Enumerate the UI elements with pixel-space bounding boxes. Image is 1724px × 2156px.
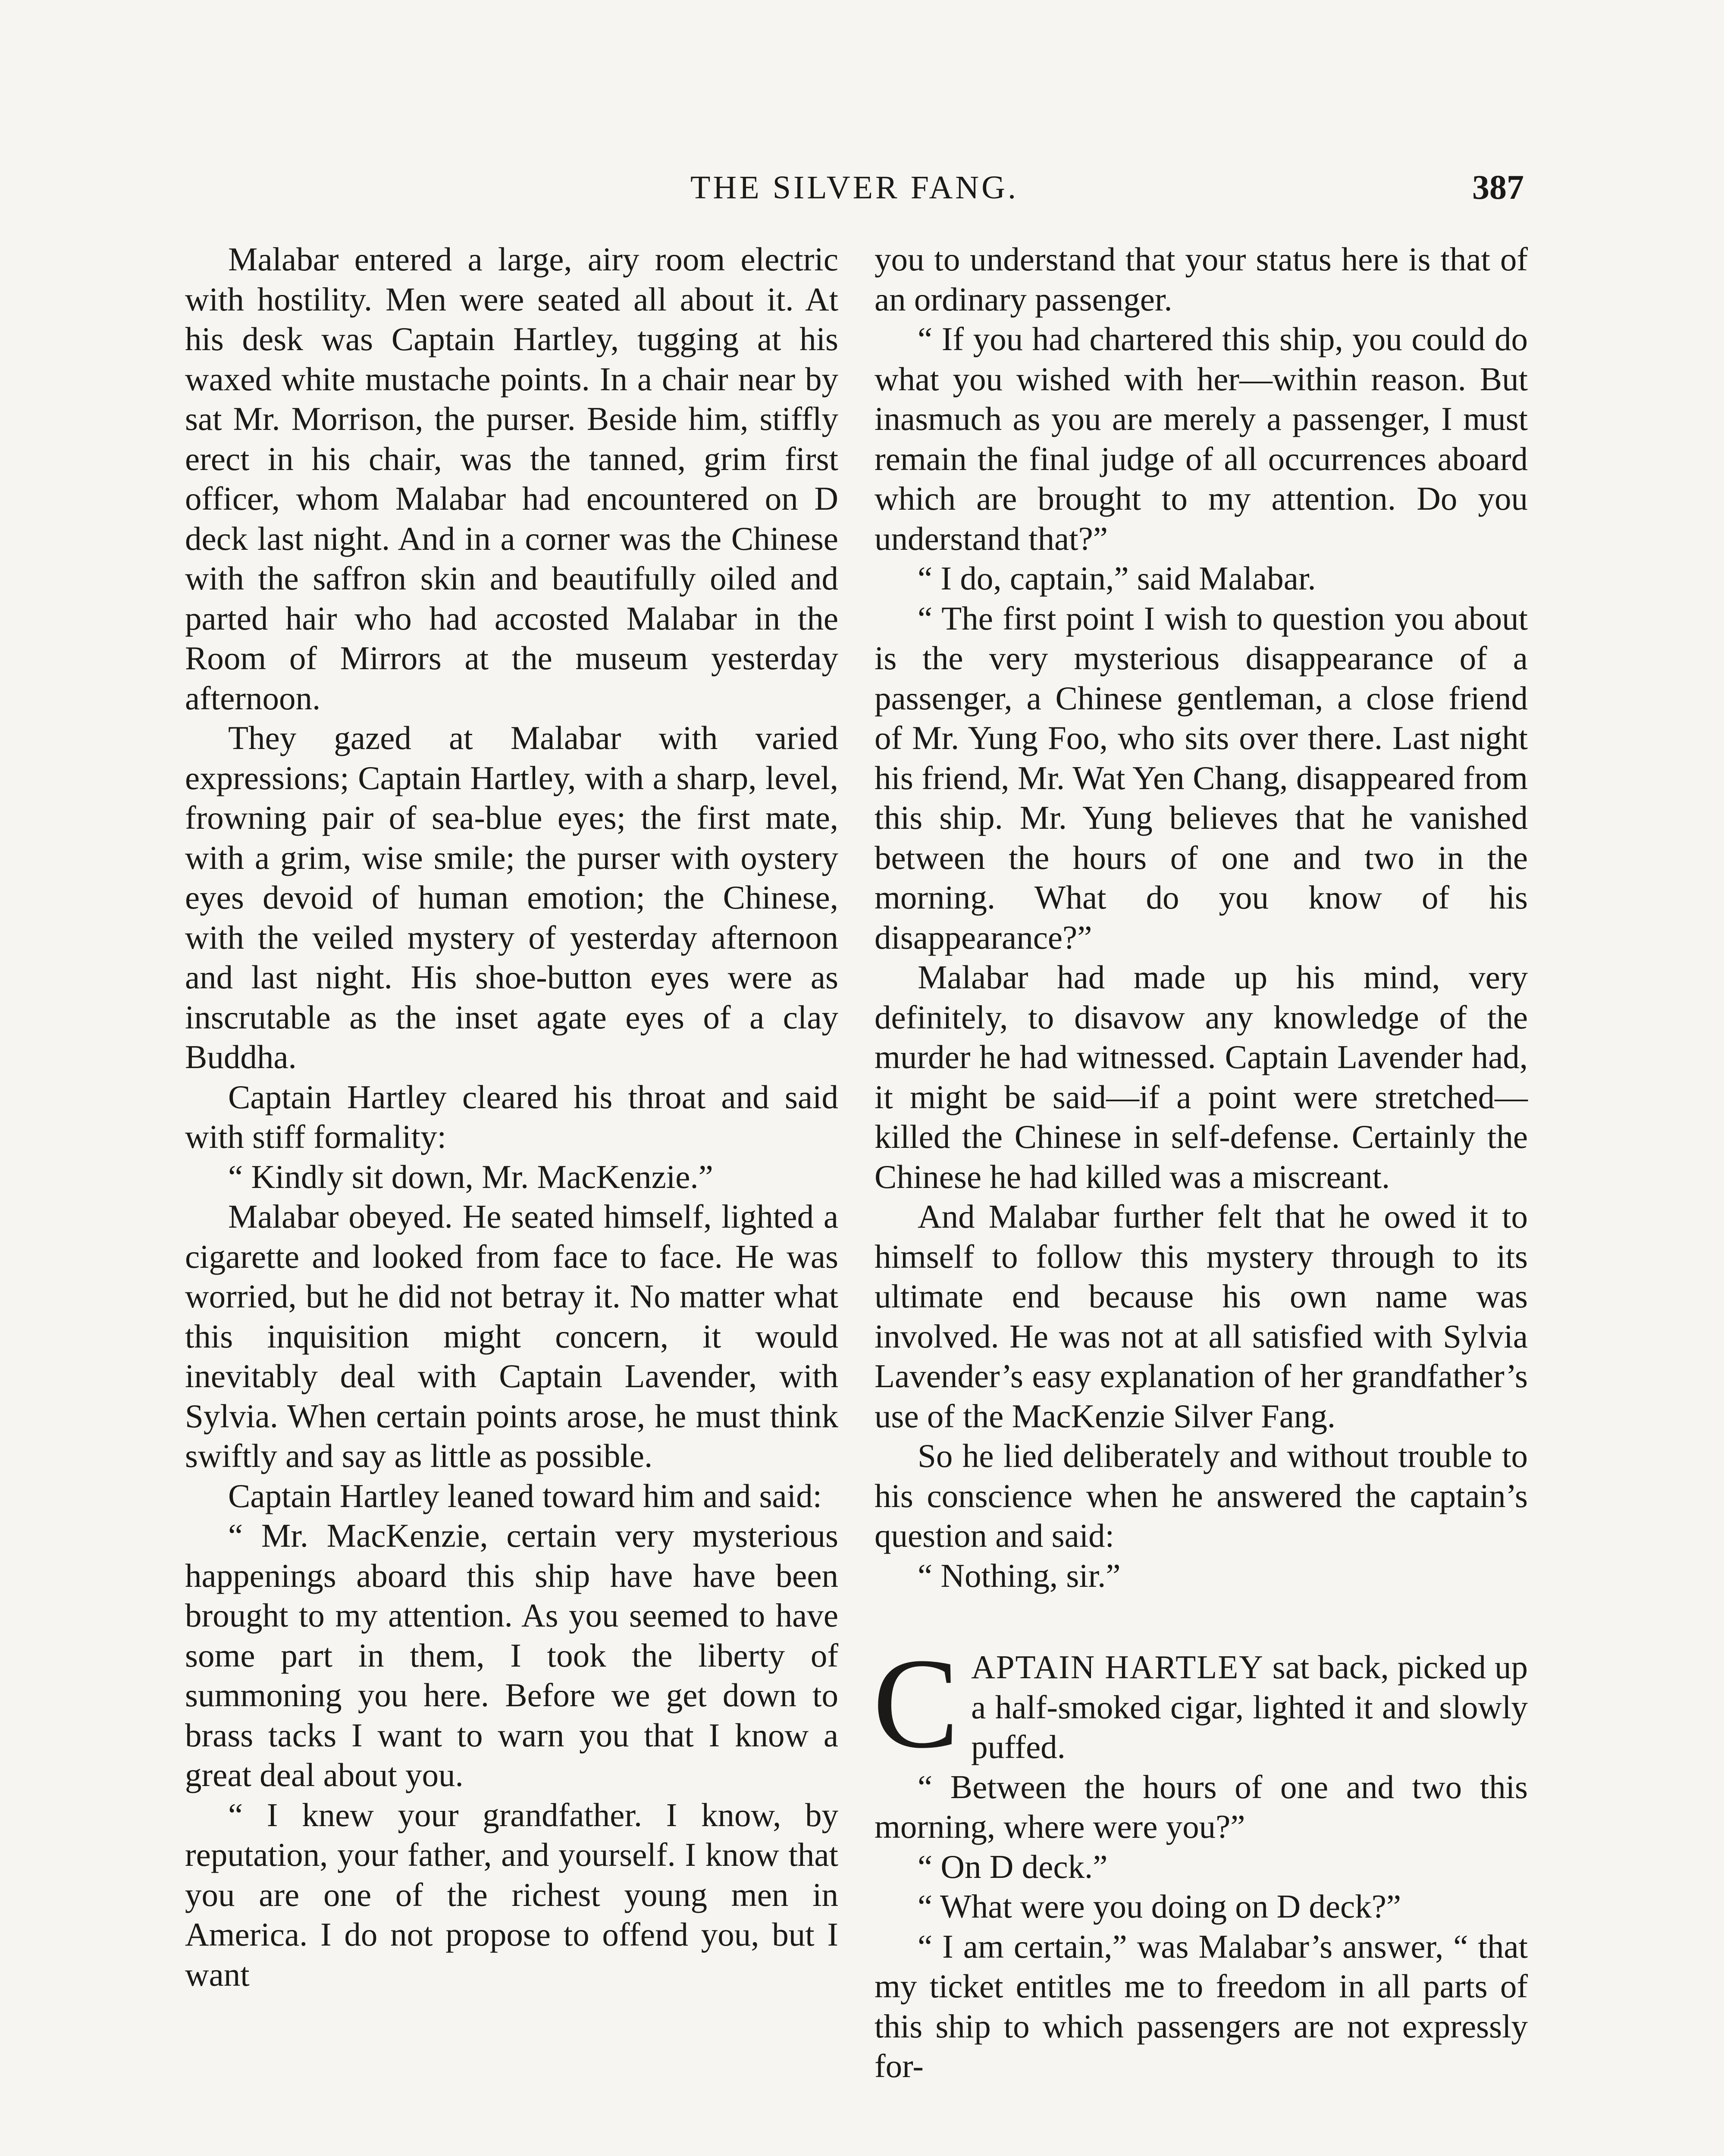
paragraph: Captain Hartley cleared his throat and said with stiff formality: [185, 1078, 838, 1155]
paragraph: “ Between the hours of one and two this morning, where were you?” [875, 1768, 1528, 1845]
paragraph: “ I knew your grandfather. I know, by reputation, your father, and yourself. I know that you are one of the richest young men in America. I do not propose to offend you, but I want [185, 1796, 838, 1993]
section-opening-text: sat back, picked up a half-smoked cigar, lighted it and slowly puffed. [971, 1648, 1528, 1765]
paragraph: Malabar entered a large, airy room electric with hostility. Men were seated all about it. At his desk was Captain Hartley, tugging at his waxed white mustache points. In a chair near by sat Mr. Morrison, the purser. Beside him, stiffly erect in his chair, was the tanned, grim first officer, whom Malabar had encountered on D deck last night. And in a corner was the Chinese with the saffron skin and beautifully oiled and parted hair who had accosted Malabar in the Room of Mirrors at the museum yesterday afternoon. [185, 241, 838, 717]
paragraph: “ If you had chartered this ship, you could do what you wished with her—within reason. But inasmuch as you are merely a passenger, I must remain the final judge of all occurrences aboard which are brought to my attention. Do you understand that?” [875, 320, 1528, 557]
paragraph: Malabar had made up his mind, very definitely, to disavow any knowledge of the murder he had witnessed. Captain Lavender had, it might be said—if a point were stretched—killed the Chinese in self-defense. Certainly the Chinese he had killed was a miscreant. [875, 959, 1528, 1195]
drop-cap: C [873, 1632, 959, 1775]
paragraph: “ The first point I wish to question you about is the very mysterious disappearance of a passenger, a Chinese gentleman, a close friend of Mr. Yung Foo, who sits over there. Last night his friend, Mr. Wat Yen Chang, disappeared from this ship. Mr. Yung believes that he vanished between the hours of one and two in the morning. What do you know of his disappearance?” [875, 599, 1528, 956]
paragraph: Captain Hartley leaned toward him and said: [228, 1477, 822, 1514]
paragraph: “ Mr. MacKenzie, certain very mysterious happenings aboard this ship have have been brought to my attention. As you seemed to have some part in them, I took the liberty of summoning you here. Before we get down to brass tacks I want to warn you that I know a great deal about you. [185, 1517, 838, 1793]
running-title: THE SILVER FANG. [690, 169, 1019, 206]
page-header [185, 166, 1524, 213]
paragraph: So he lied deliberately and without trouble to his conscience when he answered the captain’s question and said: [875, 1437, 1528, 1554]
page-number: 387 [1472, 169, 1524, 207]
section-opening-paragraph [873, 1632, 1528, 1775]
paragraph: “ I am certain,” was Malabar’s answer, “ that my ticket entitles me to freedom in all parts of this ship to which passengers are not expressly for- [875, 1927, 1528, 2084]
paragraph: They gazed at Malabar with varied expressions; Captain Hartley, with a sharp, level, frowning pair of sea-blue eyes; the first mate, with a grim, wise smile; the purser with oystery eyes devoid of human emotion; the Chinese, with the veiled mystery of yesterday afternoon and last night. His shoe-button eyes were as inscrutable as the inset agate eyes of a clay Buddha. [185, 719, 838, 1075]
drop-cap-continuation: APTAIN HARTLEY [971, 1648, 1264, 1686]
paragraph: “ Kindly sit down, Mr. MacKenzie.” [228, 1158, 713, 1195]
paragraph: And Malabar further felt that he owed it to himself to follow this mystery through to its ultimate end because his own name was involved. He was not at all satisfied with Sylvia Lavender’s easy explanation of her grandfather’s use of the MacKenzie Silver Fang. [875, 1198, 1528, 1435]
paragraph: “ Nothing, sir.” [918, 1557, 1121, 1594]
paragraph: Malabar obeyed. He seated himself, lighted a cigarette and looked from face to face. He was worried, but he did not betray it. No matter what this inquisition might concern, it would inevitably deal with Captain Lavender, with Sylvia. When certain points arose, he must think swiftly and say as little as possible. [185, 1198, 838, 1474]
paragraph: “ What were you doing on D deck?” [918, 1888, 1401, 1925]
paragraph: “ I do, captain,” said Malabar. [918, 560, 1316, 597]
left-column [185, 239, 838, 1994]
right-column [875, 239, 1528, 2086]
paragraph: “ On D deck.” [918, 1848, 1108, 1885]
continued-paragraph: you to understand that your status here is that of an ordinary passenger. [875, 241, 1528, 318]
